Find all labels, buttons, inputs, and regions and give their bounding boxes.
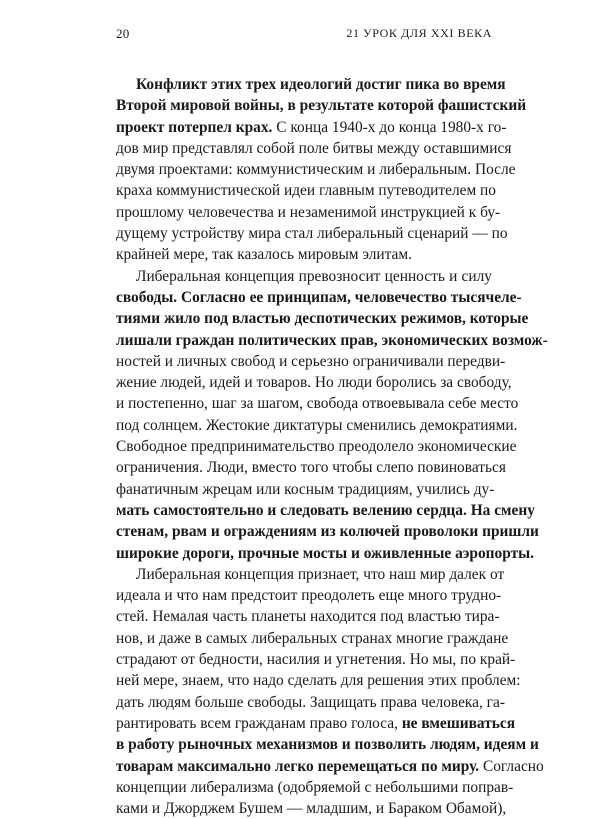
bold-text-segment: широкие дороги, прочные мосты и оживленные аэропорты. [116,544,535,562]
bold-text-segment: На смену [470,501,535,519]
paragraph [116,564,544,819]
text-line [116,223,508,244]
text-line [116,351,506,372]
text-line [116,521,539,542]
text-line [116,585,502,606]
bold-text-segment: Конфликт этих трех идеологий достиг пика во время [136,76,506,93]
bold-text-segment: товарам максимально легко перемещаться по миру. [116,757,480,775]
text-line [116,564,505,585]
text-segment: дов мир представлял собой поле битвы между оставшимися [116,139,512,157]
text-segment: идеала и что нам предстоит преодолеть еще много трудно- [116,587,502,605]
bold-text-segment: в работу рыночных механизмов и позволить людям, идеям и [116,736,539,754]
text-line [116,457,506,478]
text-line [116,159,516,180]
paragraph [116,74,527,266]
text-segment: стей. Немалая часть планеты находится под властью тира- [116,608,500,626]
text-segment: Либеральная концепция признает, что наш мир далек от [136,565,505,583]
text-segment: С конца 1940-х до конца 1980-х го- [272,118,507,136]
text-line [116,798,507,819]
text-line [116,479,495,500]
paragraph [116,266,548,564]
text-segment: крайней мере, так казалось мировым элитам. [116,246,412,264]
text-line [116,180,496,201]
text-line [116,543,535,564]
text-line [116,500,535,521]
text-line [116,670,521,691]
text-segment: прошлому человечества и незаменимой инструкцией к бу- [116,203,501,221]
text-line [116,692,505,713]
text-line [116,777,514,798]
text-segment: жение людей, идей и товаров. Но люди боролись за свободу, [116,374,512,392]
text-segment: фанатичным жрецам или косным традициям, учились ду- [116,480,495,498]
text-line [116,393,519,414]
text-line [116,308,529,329]
text-segment: Либеральная концепция превозносит ценность и силу [136,267,492,285]
text-line [116,606,500,627]
bold-text-segment: проект потерпел крах. [116,118,273,136]
text-line [116,244,492,265]
text-segment: нов, и даже в самых либеральных странах многие граждане [116,629,509,647]
bold-text-segment: мать самостоятельно и следовать велению сердца. [116,501,467,519]
text-segment: концепции либерализма (одобряемой с небольшими поправ- [116,778,514,796]
text-line [116,117,507,138]
bold-text-segment: Согласно ее принципам, человечество тысячеле- [181,288,522,306]
text-line [116,95,527,116]
text-line [116,734,539,755]
text-line [116,372,512,393]
text-line [116,649,516,670]
text-line [116,415,518,436]
text-segment: дущему устройству мира стал либеральный сценарий — по [116,225,508,243]
text-line [116,202,501,223]
text-segment: ностей и личных свобод и серьезно ограничивали передви- [116,352,506,370]
body-text [116,74,548,819]
text-segment: ками и Джорджем Бушем — младшим, и Бараком Обамой), [116,800,507,818]
bold-text-segment: лишали граждан политических прав, экономических возмож- [116,331,548,349]
text-line [116,436,517,457]
text-segment: двумя проектами: коммунистическим и либеральным. После [116,161,516,179]
text-line [116,713,516,734]
bold-text-segment: свободы. [116,288,178,306]
text-line [116,138,512,159]
text-line [116,628,509,649]
page-number: 20 [116,26,130,41]
bold-text-segment: Второй мировой войны, в результате которой фашистский [116,97,527,115]
text-line [116,266,492,287]
text-segment: краха коммунистической идеи главным путеводителем по [116,182,496,200]
text-segment: Согласно [479,757,544,775]
text-segment: под солнцем. Жестокие диктатуры сменились демократиями. [116,416,518,434]
book-title: 21 УРОК ДЛЯ XXI ВЕКА [346,26,492,40]
text-segment: и постепенно, шаг за шагом, свобода отвоевывала себе место [116,395,519,413]
text-line [116,330,548,351]
text-line [116,756,544,777]
bold-text-segment: не вмешиваться [397,714,516,732]
running-head [116,26,492,46]
text-segment: страдают от бедности, насилия и угнетения. Но мы, по край- [116,651,516,669]
bold-text-segment: стенам, рвам и ограждениям из колючей проволоки пришли [116,523,539,541]
bold-text-segment: тиями жило под властью деспотических режимов, которые [116,310,529,328]
text-segment: Свободное предпринимательство преодолело экономические [116,438,517,456]
text-line [116,287,522,308]
text-segment: дать людям больше свободы. Защищать права человека, га- [116,693,505,711]
text-line [116,74,506,95]
text-segment: ограничения. Люди, вместо того чтобы слепо повиноваться [116,459,506,477]
text-segment: рантировать всем гражданам право голоса, [116,714,398,732]
text-segment: ней мере, знаем, что надо сделать для решения этих проблем: [116,672,521,690]
